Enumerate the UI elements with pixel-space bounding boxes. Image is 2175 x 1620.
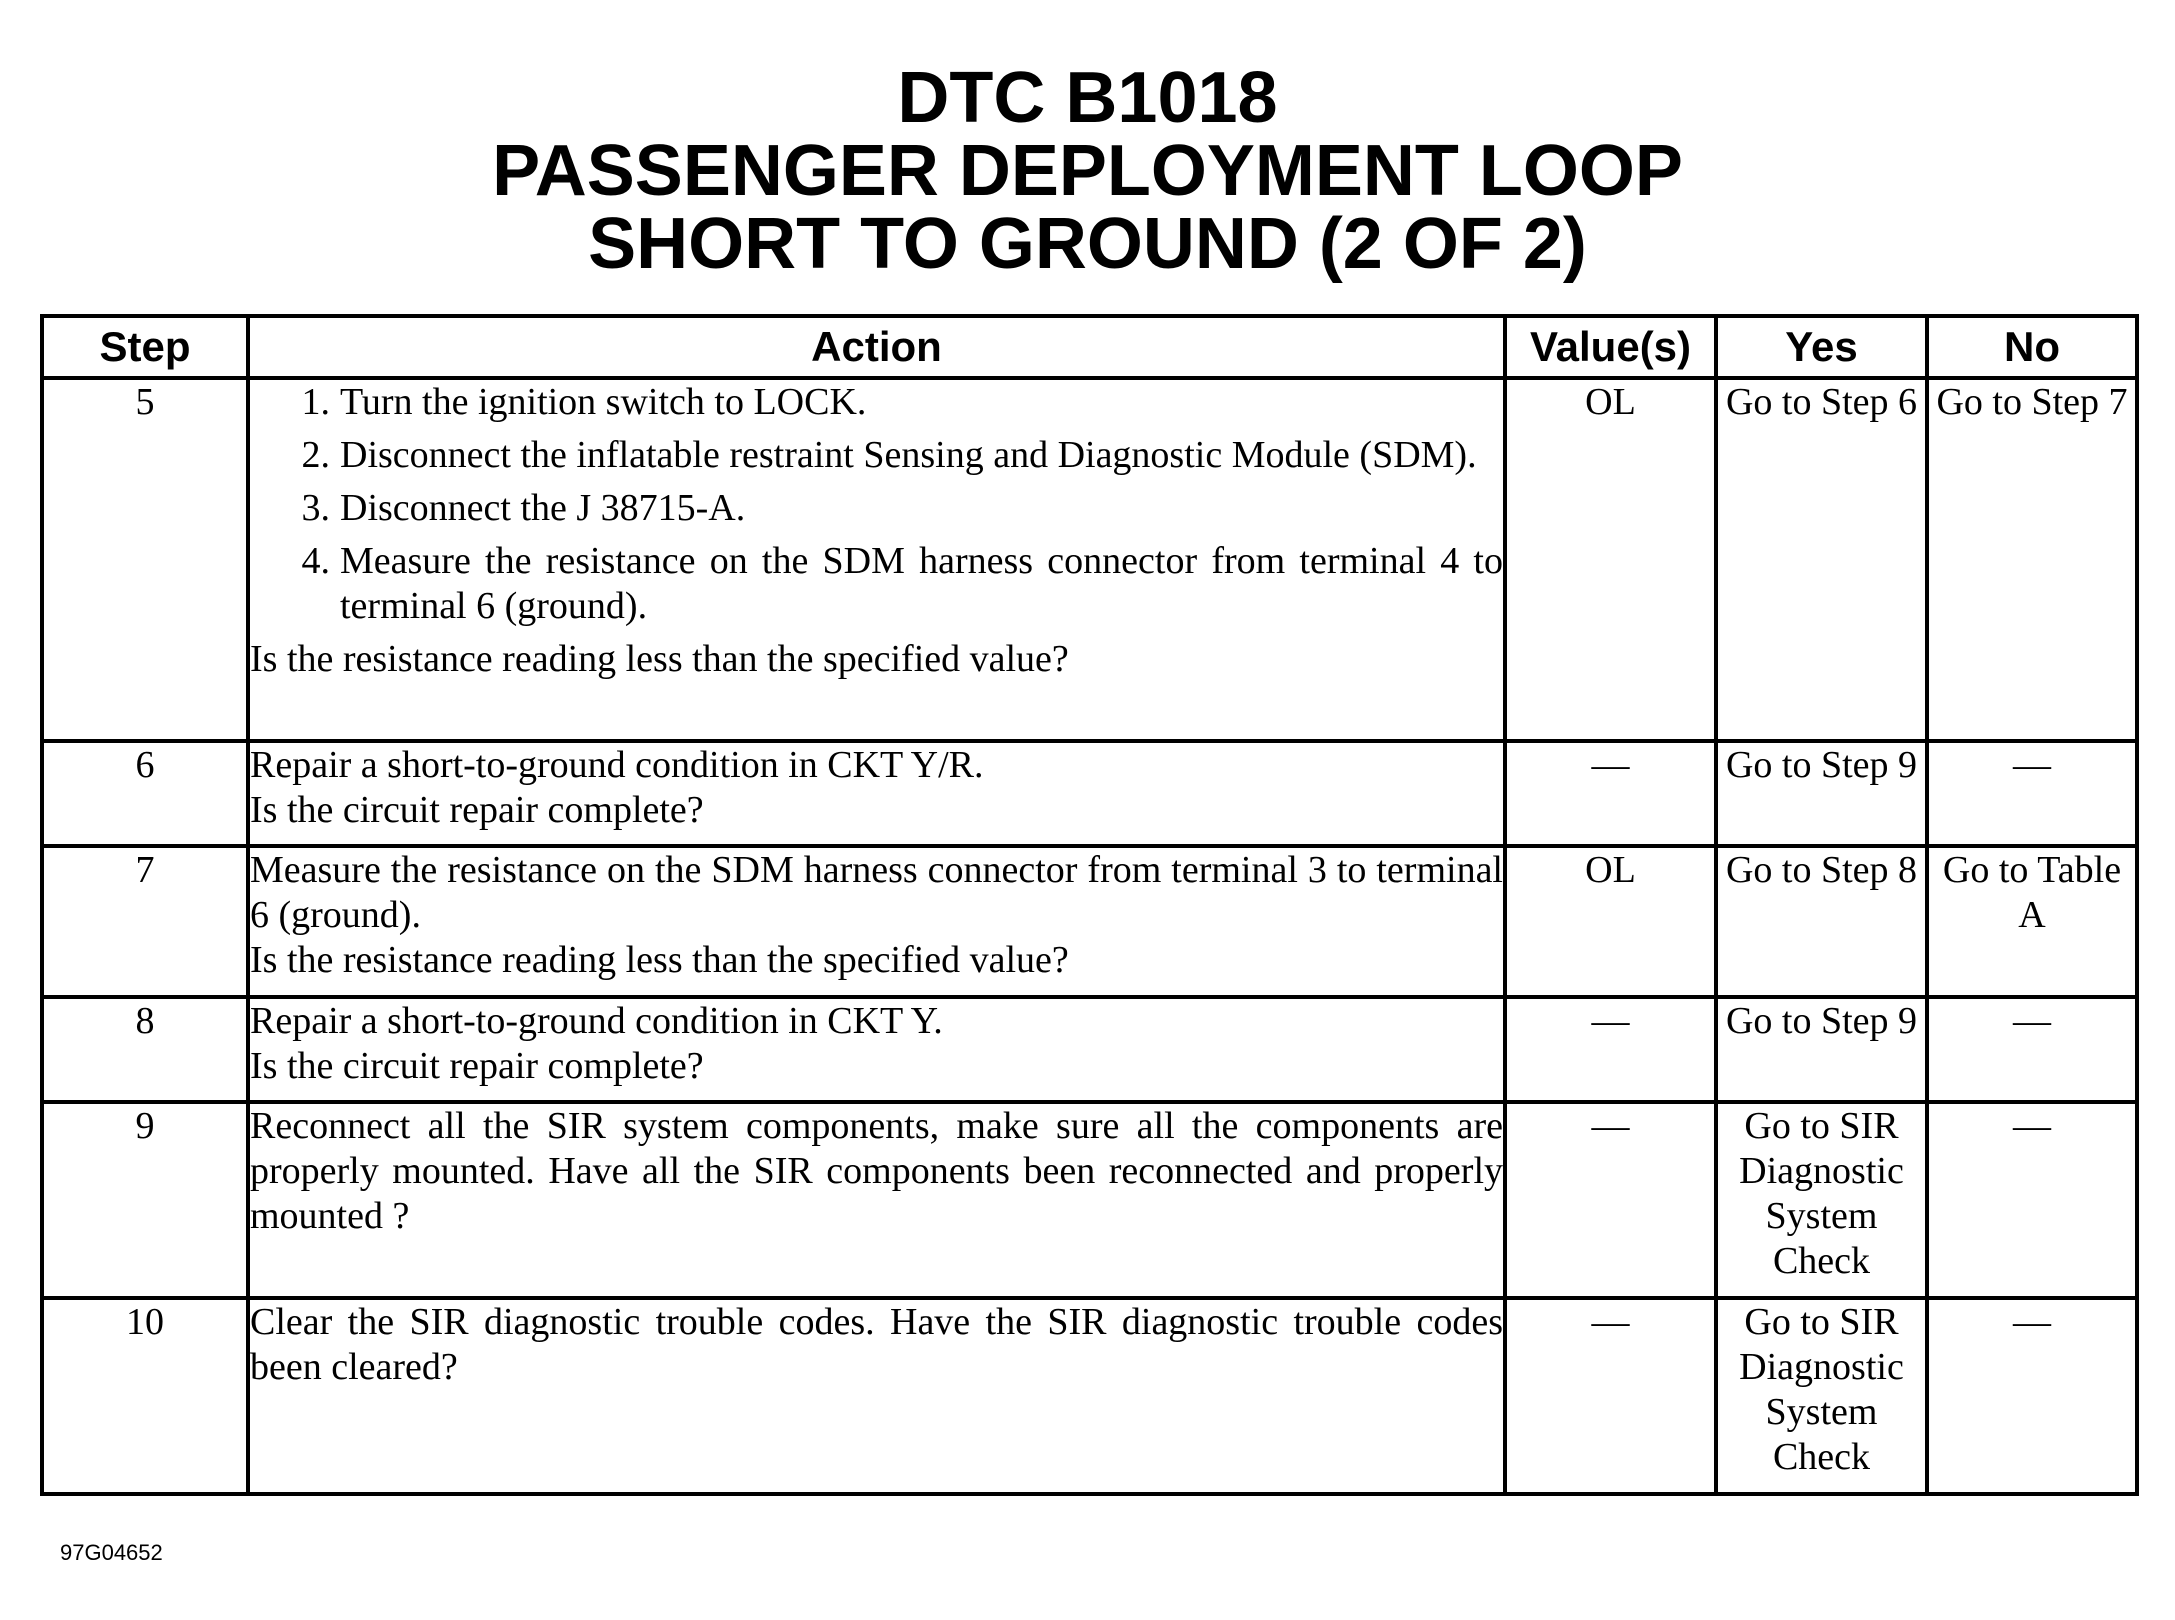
table-header-row — [42, 316, 2137, 378]
value-cell: — — [1505, 997, 1716, 1102]
action-text: Clear the SIR diagnostic trouble codes. Have the SIR diagnostic trouble codes been cleared? — [250, 1301, 1503, 1388]
table-row-step-9 — [42, 1102, 2137, 1298]
yes-cell: Go to Step 6 — [1716, 378, 1927, 741]
title-line-subtitle: SHORT TO GROUND (2 OF 2) — [588, 204, 1587, 284]
value-cell: — — [1505, 741, 1716, 846]
header-step: Step — [42, 316, 248, 378]
action-text: Measure the resistance on the SDM harness connector from terminal 3 to terminal 6 (ground). — [250, 849, 1503, 936]
no-cell: — — [1927, 741, 2137, 846]
action-step: 1. Turn the ignition switch to LOCK. — [301, 381, 867, 423]
header-action: Action — [248, 316, 1505, 378]
action-step: 3. Disconnect the J 38715-A. — [301, 487, 746, 529]
table-row-step-10 — [42, 1298, 2137, 1494]
step-number: 9 — [42, 1102, 248, 1298]
table-row-step-6 — [42, 741, 2137, 846]
step-number: 8 — [42, 997, 248, 1102]
action-question: Is the circuit repair complete? — [250, 789, 704, 831]
step-number: 7 — [42, 846, 248, 997]
action-step: 2. Disconnect the inflatable restraint Sensing and Diagnostic Module (SDM). — [301, 434, 1477, 476]
action-cell — [248, 1298, 1505, 1494]
action-cell — [248, 997, 1505, 1102]
no-cell: Go to Table A — [1927, 846, 2137, 997]
action-text: Reconnect all the SIR system components, make sure all the components are properly mounted. Have all the SIR components been reconnected and properly mounted ? — [250, 1105, 1503, 1237]
document-title — [0, 58, 2175, 284]
action-cell — [248, 846, 1505, 997]
table-row-step-7 — [42, 846, 2137, 997]
value-cell: OL — [1505, 846, 1716, 997]
action-cell — [248, 378, 1505, 741]
no-cell: — — [1927, 997, 2137, 1102]
table-row-step-8 — [42, 997, 2137, 1102]
title-line-dtc: DTC B1018 — [897, 58, 1278, 138]
yes-cell: Go to Step 9 — [1716, 997, 1927, 1102]
action-text: Repair a short-to-ground condition in CKT Y/R. — [250, 744, 984, 786]
header-values: Value(s) — [1505, 316, 1716, 378]
action-cell — [248, 741, 1505, 846]
yes-cell: Go to SIR Diagnostic System Check — [1716, 1102, 1927, 1298]
yes-cell: Go to SIR Diagnostic System Check — [1716, 1298, 1927, 1494]
step-number: 6 — [42, 741, 248, 846]
value-cell: — — [1505, 1298, 1716, 1494]
action-cell — [248, 1102, 1505, 1298]
no-cell: Go to Step 7 — [1927, 378, 2137, 741]
action-question: Is the resistance reading less than the specified value? — [250, 939, 1069, 981]
header-no: No — [1927, 316, 2137, 378]
diagnostic-table — [40, 314, 2139, 1496]
header-yes: Yes — [1716, 316, 1927, 378]
yes-cell: Go to Step 8 — [1716, 846, 1927, 997]
step-number: 5 — [42, 378, 248, 741]
value-cell: OL — [1505, 378, 1716, 741]
yes-cell: Go to Step 9 — [1716, 741, 1927, 846]
no-cell: — — [1927, 1298, 2137, 1494]
action-text: Repair a short-to-ground condition in CKT Y. — [250, 1000, 943, 1042]
figure-code: 97G04652 — [60, 1540, 163, 1565]
action-question: Is the circuit repair complete? — [250, 1045, 704, 1087]
table-row-step-5 — [42, 378, 2137, 741]
value-cell: — — [1505, 1102, 1716, 1298]
step-number: 10 — [42, 1298, 248, 1494]
action-step: 4. Measure the resistance on the SDM harness connector from terminal 4 to terminal 6 (ground). — [301, 540, 1503, 627]
action-question: Is the resistance reading less than the specified value? — [250, 638, 1069, 680]
no-cell: — — [1927, 1102, 2137, 1298]
action-step-list — [250, 380, 1503, 629]
title-line-name: PASSENGER DEPLOYMENT LOOP — [492, 131, 1683, 211]
